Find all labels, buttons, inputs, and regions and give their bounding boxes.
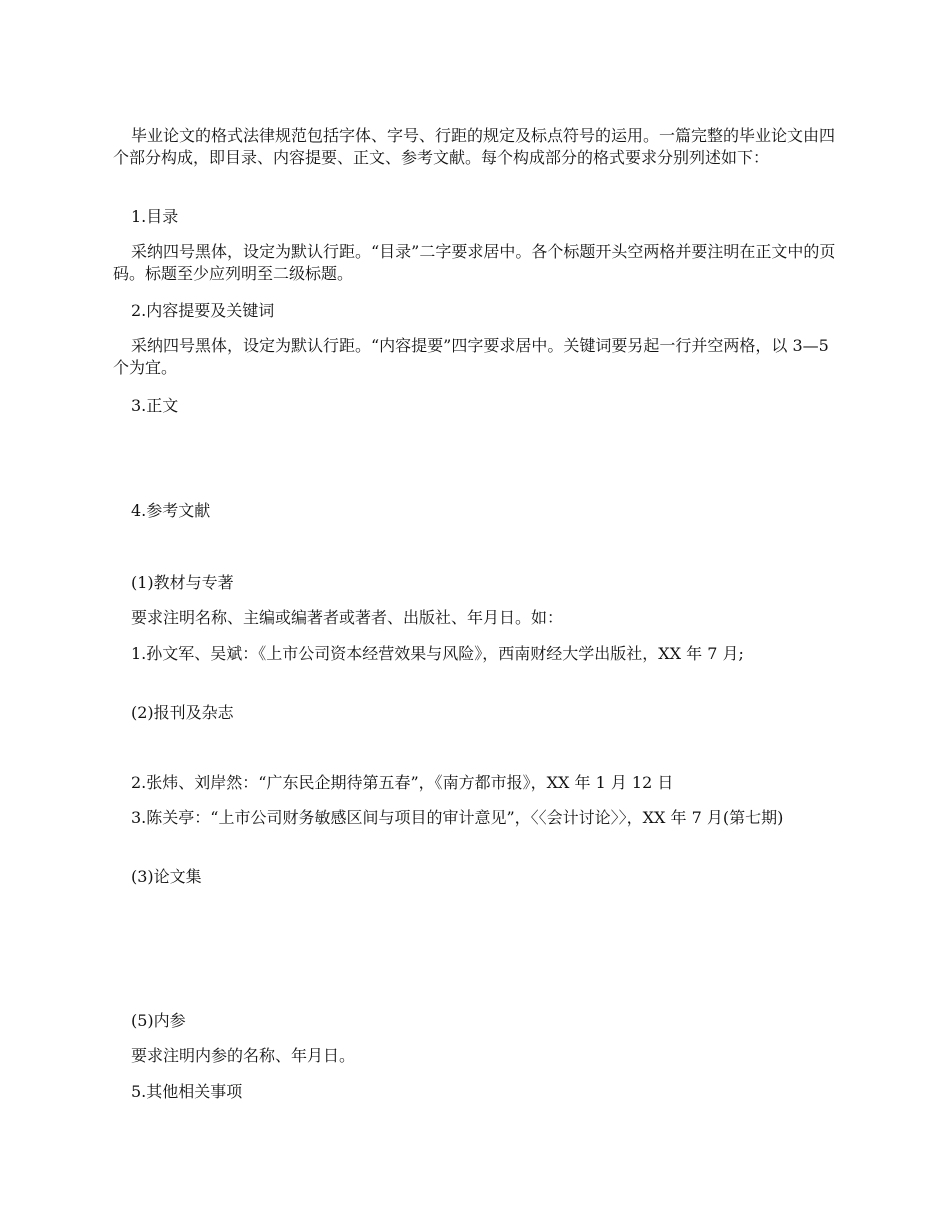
subheading-internal-reference: (5)内参: [131, 1011, 186, 1030]
toc-paragraph: 采纳四号黑体，设定为默认行距。“目录”二字要求居中。各个标题开头空两格并要注明在正文中的页码。标题至少应列明至二级标题。: [113, 242, 836, 283]
subheading-periodicals: (2)报刊及杂志: [131, 703, 234, 722]
subheading-textbooks: (1)教材与专著: [131, 573, 234, 592]
subheading-proceedings: (3)论文集: [131, 867, 202, 886]
reference-example-3: 3.陈关亭：“上市公司财务敏感区间与项目的审计意见”，〈〈会计讨论〉〉，XX 年 7 月(第七期): [131, 808, 784, 827]
heading-references: 4.参考文献: [131, 501, 211, 520]
abstract-paragraph: 采纳四号黑体，设定为默认行距。“内容提要”四字要求居中。关键词要另起一行并空两格，以 3—5 个为宜。: [113, 336, 829, 377]
heading-abstract-keywords: 2.内容提要及关键词: [131, 301, 275, 320]
reference-example-2: 2.张炜、刘岸然：“广东民企期待第五春”，《南方都市报》，XX 年 1 月 12 日: [131, 773, 674, 792]
heading-toc: 1.目录: [131, 207, 179, 226]
reference-example-1: 1.孙文军、吴斌：《上市公司资本经营效果与风险》，西南财经大学出版社，XX 年 7 月;: [131, 644, 744, 663]
internal-reference-requirement: 要求注明内参的名称、年月日。: [131, 1046, 356, 1065]
textbooks-requirement: 要求注明名称、主编或编著者或著者、出版社、年月日。如：: [131, 608, 564, 627]
heading-body: 3.正文: [131, 396, 179, 415]
heading-other-matters: 5.其他相关事项: [131, 1082, 243, 1101]
intro-paragraph: 毕业论文的格式法律规范包括字体、字号、行距的规定及标点符号的运用。一篇完整的毕业论文由四个部分构成，即目录、内容提要、正文、参考文献。每个构成部分的格式要求分别列述如下：: [113, 126, 836, 167]
